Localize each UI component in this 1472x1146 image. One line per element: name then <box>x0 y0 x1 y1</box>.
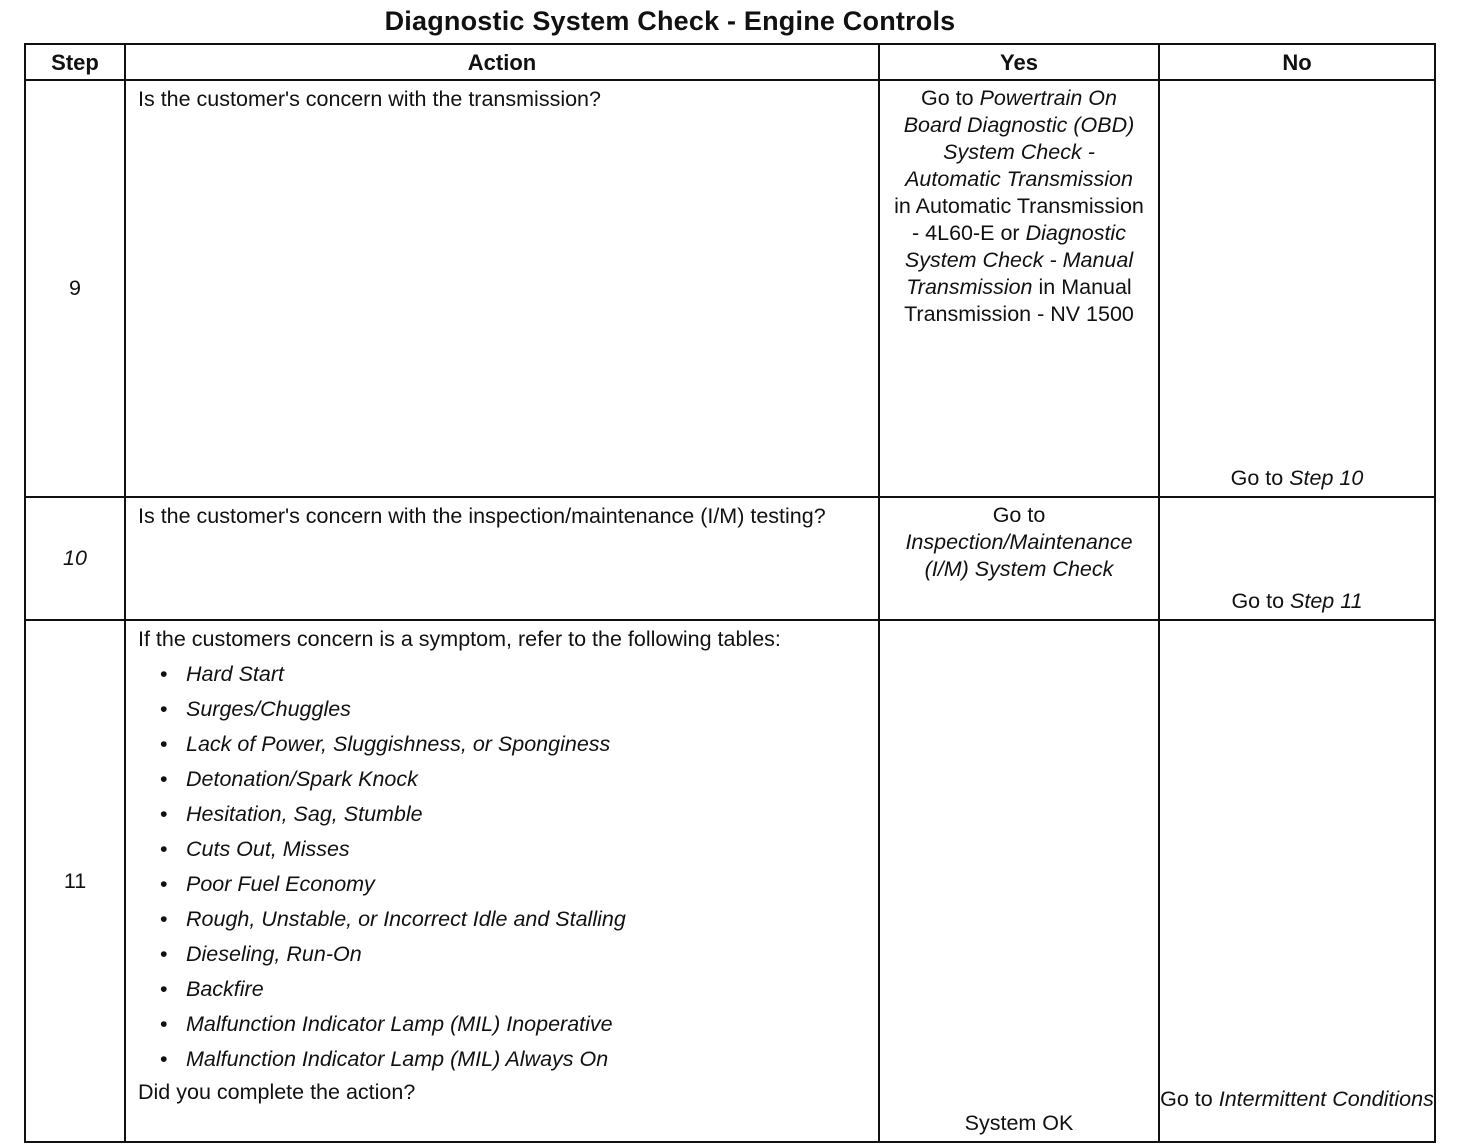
step-number: 11 <box>25 620 125 1142</box>
symptom-list <box>138 657 868 1077</box>
symptom-item[interactable]: • Lack of Power, Sluggishness, or Sponginess <box>160 732 611 756</box>
no-action <box>1160 465 1434 492</box>
page-title: Diagnostic System Check - Engine Controls <box>384 6 956 36</box>
no-cell <box>1159 497 1435 620</box>
yes-reference-link[interactable]: Inspection/Maintenance (I/M) System Check <box>905 530 1133 581</box>
no-reference-link[interactable]: Step 11 <box>1290 589 1363 613</box>
yes-manual-name: Automatic Transmission - 4L60-E <box>912 194 1144 245</box>
action-cell: Is the customer's concern with the transmission? <box>125 80 879 497</box>
no-reference-link[interactable]: Step 10 <box>1289 466 1364 490</box>
step-number: 10 <box>25 497 125 620</box>
yes-result: System OK <box>964 1111 1074 1135</box>
no-prefix: Go to <box>1230 466 1290 490</box>
symptom-item[interactable]: • Malfunction Indicator Lamp (MIL) Always On <box>160 1047 609 1071</box>
symptom-item[interactable]: • Hard Start <box>160 662 284 686</box>
symptom-item[interactable]: • Hesitation, Sag, Stumble <box>160 802 423 826</box>
yes-in-text: in Manual Transmission - NV 1500 <box>904 275 1134 326</box>
symptom-item[interactable]: • Detonation/Spark Knock <box>160 767 418 791</box>
no-reference-link[interactable]: Intermittent Conditions <box>1218 1087 1434 1111</box>
header-action: Action <box>125 44 879 80</box>
table-row <box>25 620 1435 1142</box>
no-prefix: Go to <box>1231 589 1291 613</box>
header-no: No <box>1159 44 1435 80</box>
symptom-item[interactable]: • Cuts Out, Misses <box>160 837 350 861</box>
header-row <box>25 44 1435 80</box>
symptom-item[interactable]: • Dieseling, Run-On <box>160 942 362 966</box>
symptom-item[interactable]: • Rough, Unstable, or Incorrect Idle and Stalling <box>160 907 626 931</box>
symptom-item[interactable]: • Poor Fuel Economy <box>160 872 375 896</box>
diagnostic-table <box>24 43 1436 1143</box>
symptom-item[interactable]: • Backfire <box>160 977 264 1001</box>
step-number: 9 <box>25 80 125 497</box>
header-step: Step <box>25 44 125 80</box>
yes-prefix: Go to <box>992 503 1046 527</box>
table-row <box>25 497 1435 620</box>
yes-prefix: Go to <box>921 86 980 110</box>
yes-cell <box>879 80 1159 497</box>
action-cell <box>125 620 879 1142</box>
no-action <box>1160 588 1434 615</box>
no-cell <box>1159 620 1435 1142</box>
yes-reference-link[interactable]: Diagnostic System Check - Manual Transmission <box>904 221 1134 299</box>
yes-in-text: in <box>894 194 916 218</box>
table-row <box>25 80 1435 497</box>
no-action <box>1160 1086 1434 1113</box>
no-prefix: Go to <box>1160 1087 1219 1111</box>
symptom-item[interactable]: • Surges/Chuggles <box>160 697 351 721</box>
yes-reference-link[interactable]: Powertrain On Board Diagnostic (OBD) System Check - Automatic Transmission <box>903 86 1135 191</box>
yes-cell <box>879 620 1159 1142</box>
symptom-item[interactable]: • Malfunction Indicator Lamp (MIL) Inoperative <box>160 1012 613 1036</box>
yes-cell <box>879 497 1159 620</box>
yes-or-text: or <box>994 221 1026 245</box>
no-cell <box>1159 80 1435 497</box>
header-yes: Yes <box>879 44 1159 80</box>
action-cell: Is the customer's concern with the inspection/maintenance (I/M) testing? <box>125 497 879 620</box>
action-question: Did you complete the action? <box>138 1080 416 1104</box>
action-intro: If the customers concern is a symptom, refer to the following tables: <box>138 627 781 651</box>
